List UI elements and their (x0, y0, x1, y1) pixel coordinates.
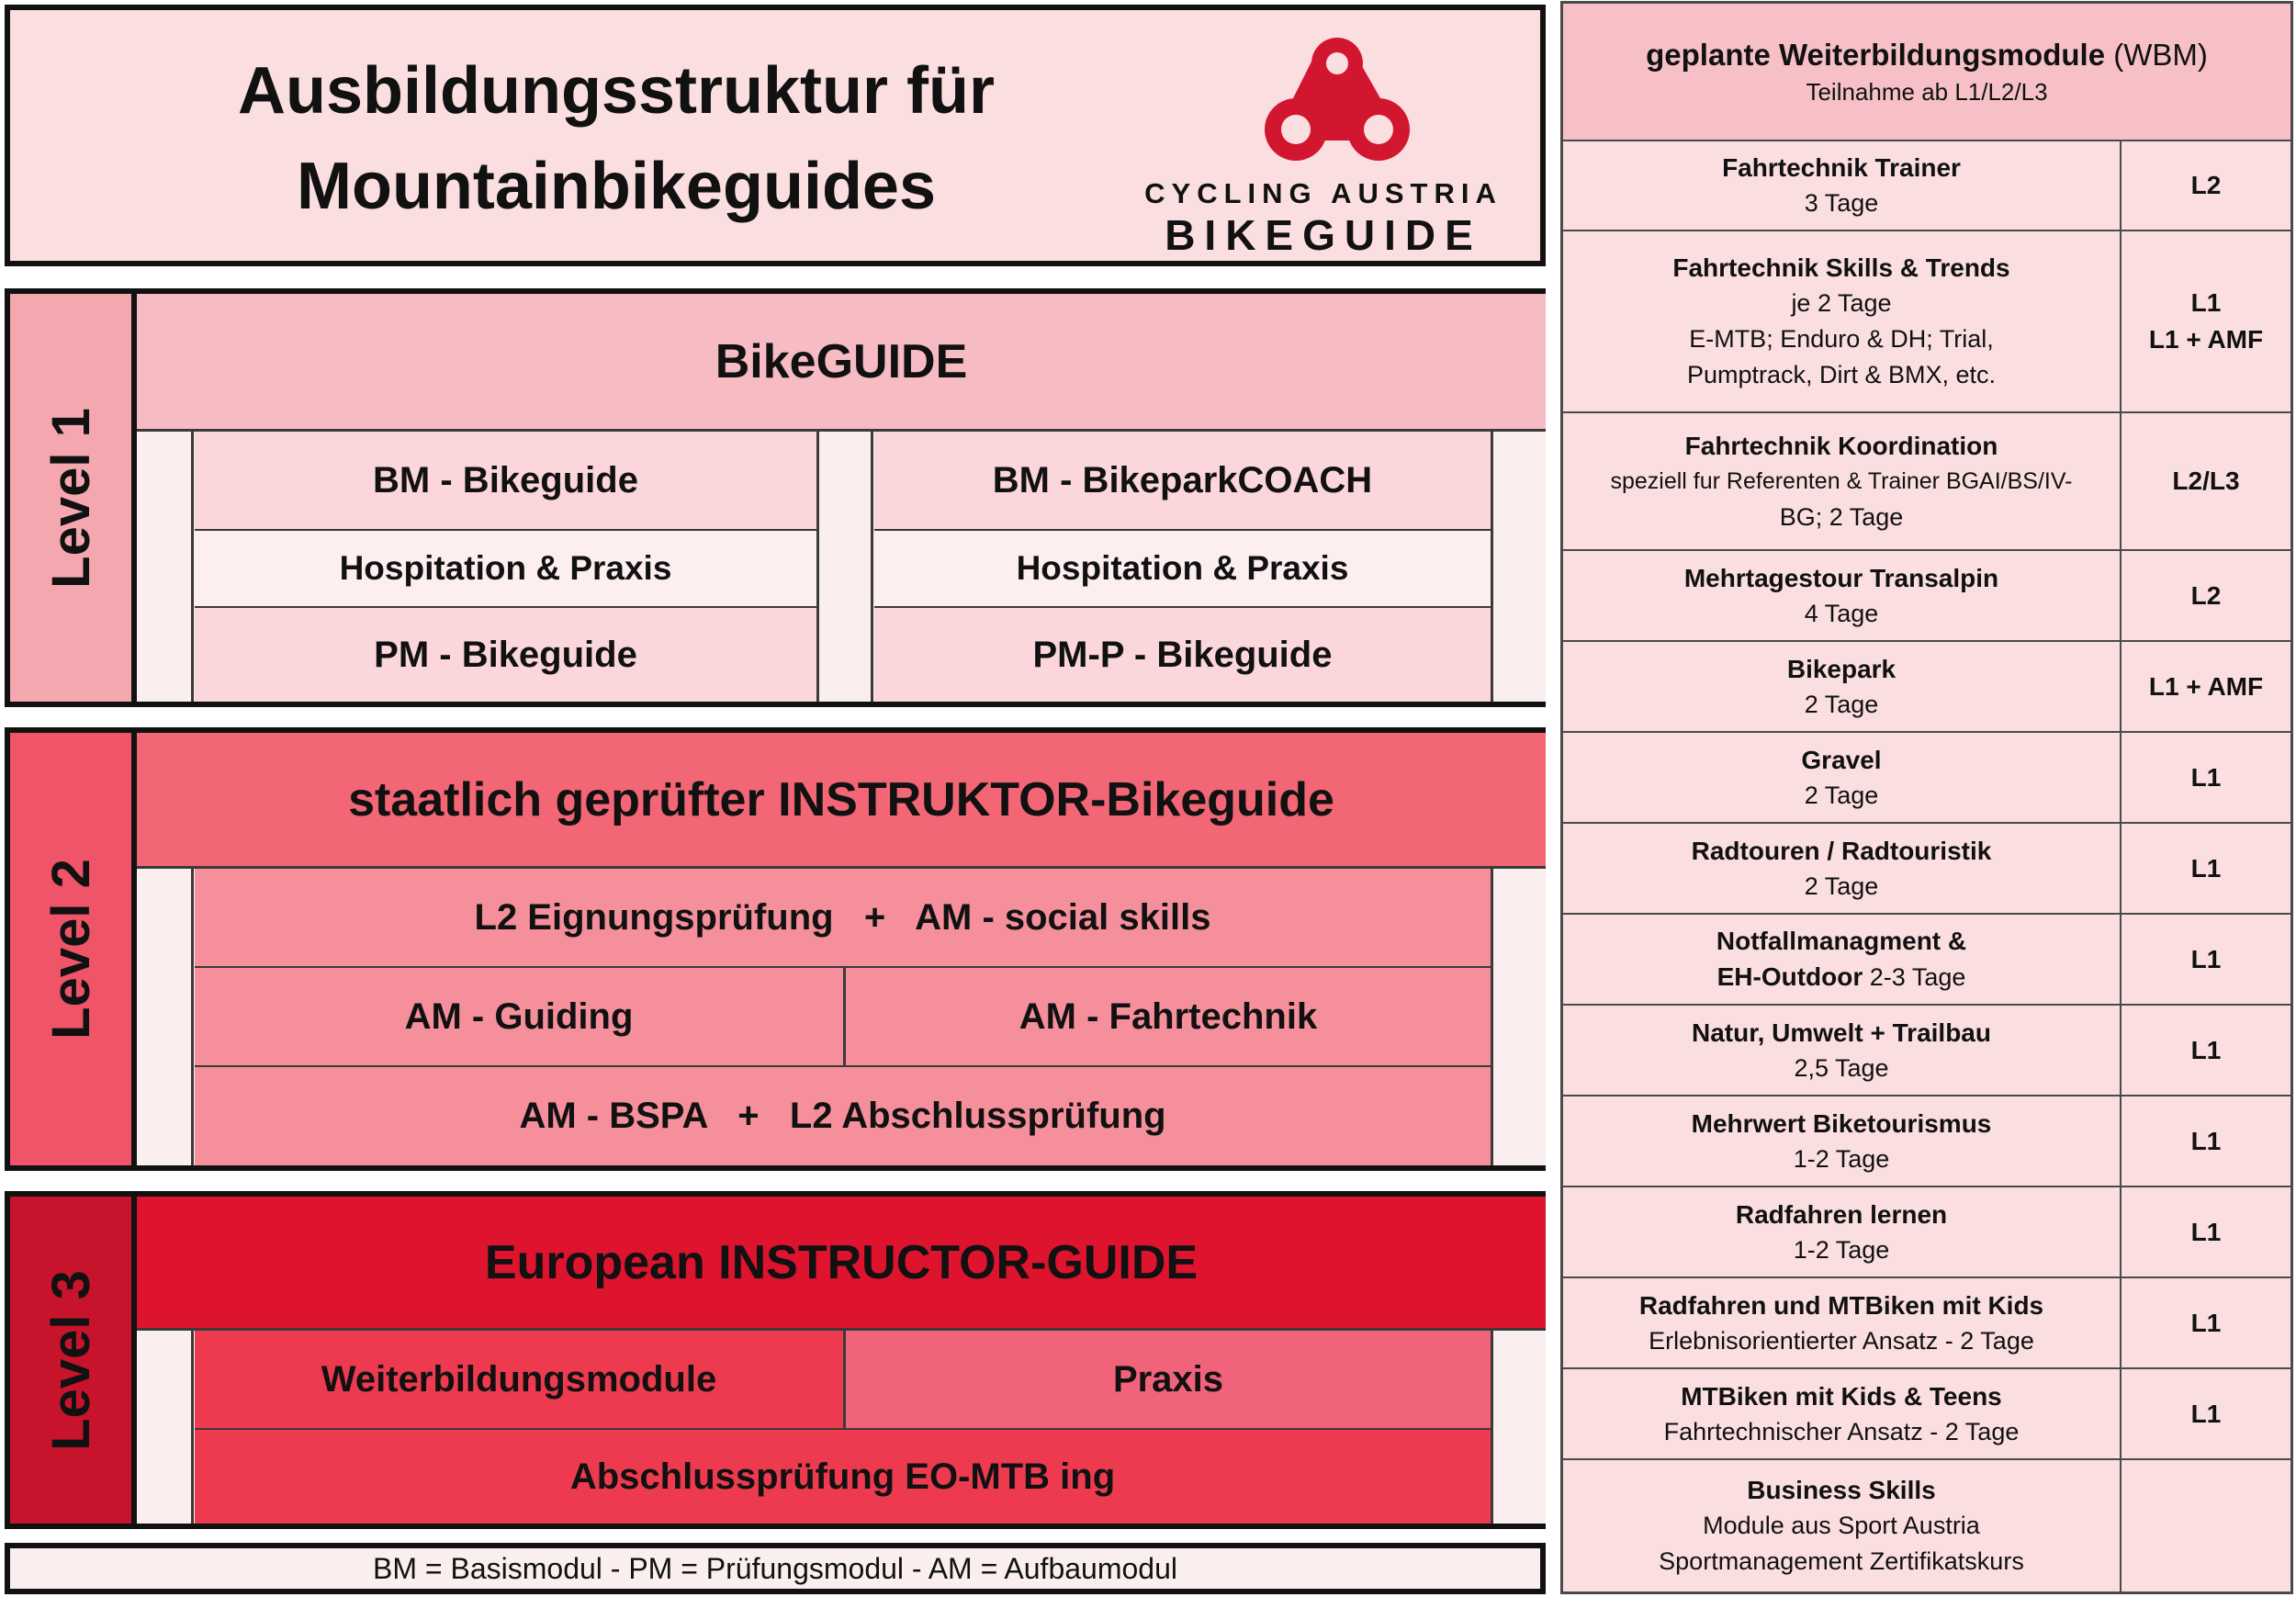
header-panel (5, 5, 1546, 266)
level-3-tag (10, 1197, 137, 1524)
module-level: L1 (2190, 762, 2222, 792)
module-description: Mehrtagestour Transalpin 4 Tage (1563, 551, 2122, 640)
abbreviation-legend: BM = Basismodul - PM = Prüfungsmodul - AM = Aufbaumodul (5, 1543, 1546, 1594)
module-description: Fahrtechnik Trainer 3 Tage (1563, 141, 2122, 230)
module-row (1563, 1460, 2290, 1591)
module-row (1563, 1278, 2290, 1369)
module-level: L1 (2190, 1126, 2222, 1155)
am-guiding: AM - Guiding (195, 968, 846, 1067)
level-1-right-pad (1491, 432, 1546, 702)
level-1-center-pad (816, 432, 873, 702)
l2-eignungspruefung-social-skills: L2 Eignungsprüfung + AM - social skills (195, 869, 1491, 968)
module-row (1563, 413, 2290, 551)
level-3-title: European INSTRUCTOR-GUIDE (137, 1197, 1546, 1331)
weiterbildungsmodule: Weiterbildungsmodule (195, 1331, 846, 1430)
am-bspa-abschlusspruefung: AM - BSPA + L2 Abschlussprüfung (195, 1067, 1491, 1165)
module-description: Radfahren lernen 1-2 Tage (1563, 1187, 2122, 1276)
module-level: L1 (2190, 944, 2222, 973)
hospitation-praxis-right: Hospitation & Praxis (874, 531, 1491, 608)
module-level: L2/L3 (2172, 467, 2240, 495)
module-description: Radtouren / Radtouristik 2 Tage (1563, 824, 2122, 913)
pm-bikeguide: PM - Bikeguide (195, 608, 816, 702)
page-title (84, 47, 1149, 231)
module-description: Radfahren und MTBiken mit Kids Erlebnisorientierter Ansatz - 2 Tage (1563, 1278, 2122, 1367)
level-1-block (5, 288, 1546, 707)
module-description: Business Skills Module aus Sport Austria Sportmanagement Zertifikatskurs (1563, 1460, 2122, 1591)
cycling-austria-logo (1112, 38, 1535, 258)
module-level (2122, 1460, 2290, 1591)
module-level: L2 (2190, 171, 2222, 199)
module-level: L1 + AMF (2148, 671, 2264, 701)
module-level: L1 (2190, 1399, 2222, 1428)
logo-text-bottom: BIKEGUIDE (1165, 211, 1482, 259)
module-level: L2 (2190, 580, 2222, 610)
wbm-sidebar (1560, 1, 2293, 1594)
module-level: L1 (2190, 1035, 2222, 1064)
module-description: Gravel 2 Tage (1563, 733, 2122, 822)
level-2-block (5, 727, 1546, 1171)
module-level: L1 (2190, 1217, 2222, 1246)
level-1-left-pad (137, 432, 194, 702)
level-3-block (5, 1191, 1546, 1529)
module-level: L1 (2190, 853, 2222, 883)
title-line-1: Ausbildungsstruktur für (238, 54, 995, 128)
module-description: Fahrtechnik Koordination speziell fur Referenten & Trainer BGAI/BS/IV- BG; 2 Tage (1563, 413, 2122, 549)
module-level: L1 L1 + AMF (2148, 288, 2264, 354)
module-description: Natur, Umwelt + Trailbau 2,5 Tage (1563, 1006, 2122, 1095)
module-description: Bikepark 2 Tage (1563, 642, 2122, 731)
module-description: Fahrtechnik Skills & Trends je 2 Tage E-MTB; Enduro & DH; Trial, Pumptrack, Dirt & BMX, etc. (1563, 231, 2122, 411)
title-line-2: Mountainbikeguides (296, 150, 937, 223)
wbm-subtitle: Teilnahme ab L1/L2/L3 (1806, 77, 2048, 106)
chain-link-icon (1250, 38, 1415, 166)
module-row (1563, 141, 2290, 231)
wbm-title-abbr: (WBM) (2105, 37, 2208, 72)
module-description: MTBiken mit Kids & Teens Fahrtechnischer Ansatz - 2 Tage (1563, 1369, 2122, 1458)
praxis: Praxis (846, 1331, 1491, 1430)
level-2-left-pad (137, 869, 194, 1165)
module-row (1563, 1097, 2290, 1187)
bm-bikeguide: BM - Bikeguide (195, 432, 816, 531)
abschlusspruefung-eo-mtb: Abschlussprüfung EO-MTB ing (195, 1430, 1491, 1524)
module-row (1563, 733, 2290, 824)
am-fahrtechnik: AM - Fahrtechnik (846, 968, 1491, 1067)
level-2-label: Level 2 (40, 859, 101, 1040)
module-description: Mehrwert Biketourismus 1-2 Tage (1563, 1097, 2122, 1186)
level-1-tag (10, 294, 137, 702)
pm-p-bikeguide: PM-P - Bikeguide (874, 608, 1491, 702)
module-row (1563, 551, 2290, 642)
hospitation-praxis-left: Hospitation & Praxis (195, 531, 816, 608)
module-row (1563, 1187, 2290, 1278)
bm-bikeparkcoach: BM - BikeparkCOACH (874, 432, 1491, 531)
level-2-right-pad (1491, 869, 1546, 1165)
module-description: Notfallmanagment & EH-Outdoor 2-3 Tage (1563, 915, 2122, 1004)
module-row (1563, 1006, 2290, 1097)
level-3-right-pad (1491, 1331, 1546, 1524)
module-row (1563, 231, 2290, 413)
level-3-label: Level 3 (40, 1269, 101, 1451)
module-row (1563, 824, 2290, 915)
logo-text-top: CYCLING AUSTRIA (1144, 177, 1503, 209)
wbm-header (1563, 4, 2290, 141)
module-row (1563, 642, 2290, 733)
wbm-title: geplante Weiterbildungsmodule (1646, 37, 2106, 72)
level-1-title: BikeGUIDE (137, 294, 1546, 432)
level-2-tag (10, 733, 137, 1165)
level-3-left-pad (137, 1331, 194, 1524)
module-row (1563, 1369, 2290, 1460)
level-1-label: Level 1 (40, 407, 101, 589)
module-level: L1 (2190, 1308, 2222, 1337)
level-2-title: staatlich geprüfter INSTRUKTOR-Bikeguide (137, 733, 1546, 869)
module-row (1563, 915, 2290, 1006)
